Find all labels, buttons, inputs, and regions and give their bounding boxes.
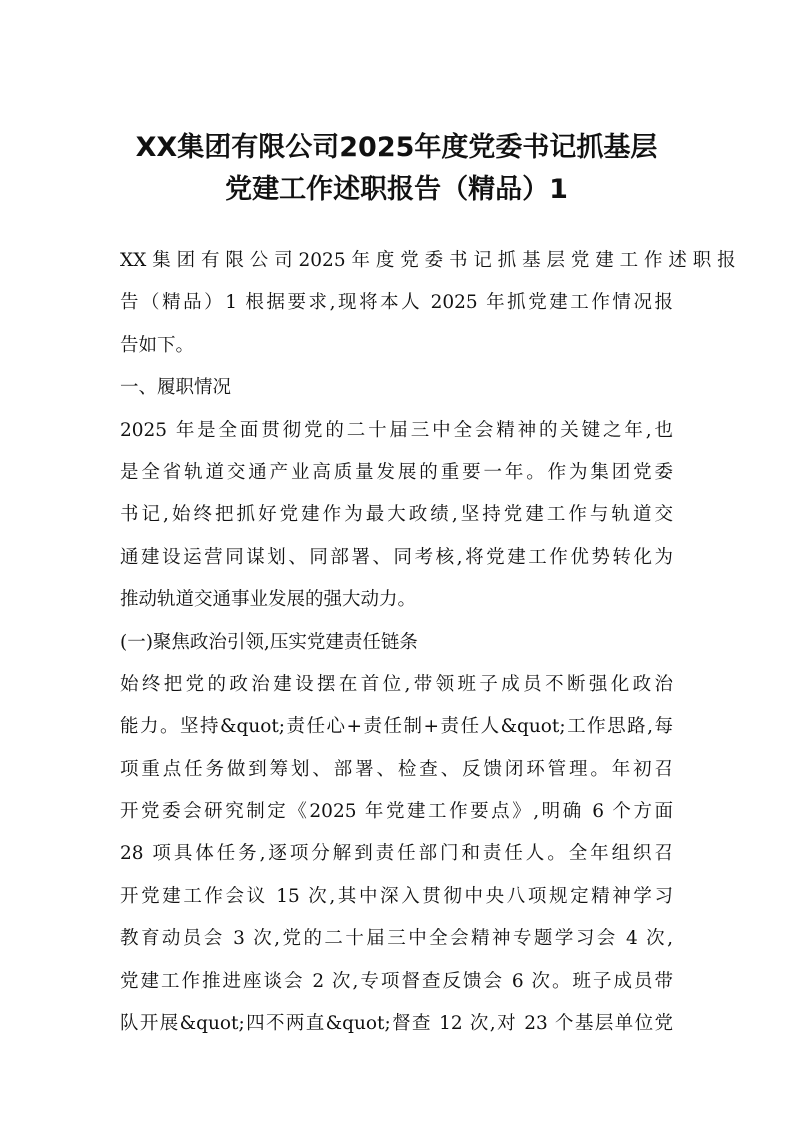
text-line: 能力。坚持&quot;责任心+责任制+责任人&quot;工作思路,每 <box>120 716 673 738</box>
text-line: 书记,始终把抓好党建作为最大政绩,坚持党建工作与轨道交 <box>120 504 673 526</box>
document-title-line-2: 党建工作述职报告（精品）1 <box>225 174 568 205</box>
text-line: 项重点任务做到筹划、部署、检查、反馈闭环管理。年初召 <box>120 758 673 780</box>
text-line: 是全省轨道交通产业高质量发展的重要一年。作为集团党委 <box>120 461 673 483</box>
text-line: 始终把党的政治建设摆在首位,带领班子成员不断强化政治 <box>120 673 673 695</box>
text-line: (一)聚焦政治引领,压实党建责任链条 <box>120 631 418 653</box>
text-line: 告（精品）1 根据要求,现将本人 2025 年抓党建工作情况报 <box>120 292 673 314</box>
text-line: 一、履职情况 <box>120 377 232 399</box>
document-body <box>120 240 736 1045</box>
text-line: 开党委会研究制定《2025 年党建工作要点》,明确 6 个方面 <box>120 801 673 823</box>
text-line: 党建工作推进座谈会 2 次,专项督查反馈会 6 次。班子成员带 <box>120 970 673 992</box>
text-line: 队开展&quot;四不两直&quot;督查 12 次,对 23 个基层单位党 <box>120 1013 673 1035</box>
text-line: 28 项具体任务,逐项分解到责任部门和责任人。全年组织召 <box>120 843 673 865</box>
text-line: 推动轨道交通事业发展的强大动力。 <box>120 589 417 611</box>
text-line: 教育动员会 3 次,党的二十届三中全会精神专题学习会 4 次, <box>120 928 673 950</box>
document-title-line-1: XX集团有限公司2025年度党委书记抓基层 <box>135 132 658 163</box>
text-line: 2025 年是全面贯彻党的二十届三中全会精神的关键之年,也 <box>120 419 673 441</box>
text-line: 开党建工作会议 15 次,其中深入贯彻中央八项规定精神学习 <box>120 885 673 907</box>
text-line: 告如下。 <box>120 334 195 356</box>
text-line: 通建设运营同谋划、同部署、同考核,将党建工作优势转化为 <box>120 546 673 568</box>
text-line: XX 集 团 有 限 公 司 2025 年 度 党 委 书 记 抓 基 层 党 建 工 作 述 职 报 <box>120 250 736 271</box>
